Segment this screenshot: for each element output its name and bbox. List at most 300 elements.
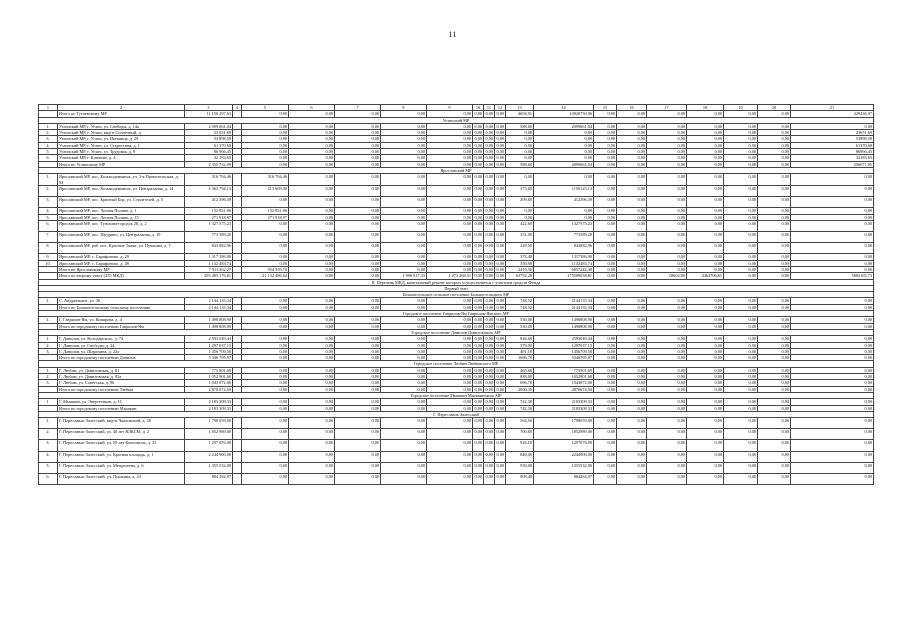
address-cell: Итого по Большесельскому сельскому поселению	[58, 304, 185, 310]
value-cell: 0,00	[791, 374, 874, 380]
value-cell: 0,00	[791, 336, 874, 342]
value-cell: 0,00	[381, 232, 427, 243]
column-number: 16	[617, 105, 647, 111]
value-cell: 0,00	[485, 136, 493, 142]
column-number: 13	[506, 105, 534, 111]
address-cell: Угличский МР, г. Углич, ул. Свободы, д. 14а	[58, 123, 185, 129]
value-cell: 0,00	[335, 451, 381, 462]
value-cell: 213 669,30	[242, 185, 289, 196]
value-cell: 0,00	[724, 254, 758, 260]
value-cell: 0,00	[242, 220, 289, 231]
value-cell: 351,00	[506, 232, 534, 243]
value-cell: 0,00	[289, 418, 335, 429]
value-cell: 0,00	[335, 380, 381, 386]
value-cell: 175589038,81	[534, 273, 594, 279]
column-number: 3	[185, 105, 233, 111]
value-cell: 0,00	[289, 149, 335, 155]
value-cell: 0,00	[617, 380, 647, 386]
value-cell: 0,00	[485, 348, 493, 354]
value-cell: 0,00	[289, 304, 335, 310]
value-cell: 0,00	[758, 130, 791, 136]
value-cell: 0,00	[484, 243, 495, 254]
value-cell: 0,00	[381, 462, 427, 473]
row-number: 8.	[39, 243, 58, 254]
value-cell: 0,00	[473, 474, 484, 485]
value-cell: 0,00	[474, 342, 482, 348]
value-cell: 0,00	[594, 232, 617, 243]
value-cell: 0,00	[758, 386, 791, 392]
value-cell: 0,00	[289, 123, 335, 129]
value-cell: 0,00	[647, 111, 687, 117]
value-cell: 0,00	[758, 142, 791, 148]
address-cell: Итого по Ярославскому МР	[58, 266, 185, 272]
row-number: 3.	[39, 440, 58, 451]
table-row	[39, 197, 874, 208]
value-cell	[233, 232, 242, 243]
value-cell: 0,00	[506, 208, 534, 214]
table-row	[39, 220, 874, 231]
value-cell: 0,00	[485, 273, 493, 279]
value-cell: 0,00	[495, 474, 506, 485]
value-cell: 0,00	[427, 161, 473, 167]
address-cell: Итого по второму этапу (255 МКД)	[58, 273, 185, 279]
value-cell: 1 996 917,33	[381, 273, 427, 279]
address-cell: Ярославский МР, пос. Лесная Поляна, д. 1	[58, 208, 185, 214]
value-cell: 0,00	[758, 399, 791, 405]
value-cell: 0,00	[335, 355, 381, 361]
value-cell: 0,00	[484, 429, 495, 440]
value-cell: 0,00	[687, 208, 724, 214]
value-cell: 11 150 297,63	[185, 111, 233, 117]
table-row	[39, 474, 874, 485]
value-cell: 0,00	[617, 273, 647, 279]
value-cell: 0,00	[496, 208, 504, 214]
value-cell: 0,00	[594, 273, 617, 279]
value-cell: 5883165,73	[791, 273, 874, 279]
value-cell	[233, 243, 242, 254]
value-cell: 0,00	[724, 374, 758, 380]
row-number: 3.	[39, 348, 58, 354]
value-cell: 379,00	[506, 342, 534, 348]
value-cell: 1498808,90	[534, 323, 594, 329]
section-heading: Ярославский МР	[39, 167, 874, 173]
value-cell: 0,00	[791, 208, 874, 214]
value-cell: 0,00	[647, 399, 687, 405]
value-cell: 0,00	[335, 304, 381, 310]
value-cell: 0,00	[496, 266, 504, 272]
value-cell: 0,00	[474, 355, 482, 361]
address-cell: Итого по городскому поселению Мышкин	[58, 405, 185, 411]
value-cell: 0,00	[474, 260, 482, 266]
value-cell: 0,00	[617, 355, 647, 361]
value-cell: 0,00	[485, 130, 493, 136]
value-cell: 0,00	[758, 220, 791, 231]
value-cell: 0,00	[724, 130, 758, 136]
value-cell: 0,00	[687, 136, 724, 142]
value-cell: 2 183 309,33	[185, 399, 233, 405]
value-cell: 0,00	[758, 348, 791, 354]
value-cell: 0,00	[496, 323, 504, 329]
value-cell: 0,00	[289, 220, 335, 231]
value-cell: 0,00	[724, 367, 758, 373]
value-cell: 0,00	[289, 440, 335, 451]
value-cell: 0,00	[335, 418, 381, 429]
column-number: 21	[791, 105, 874, 111]
value-cell: 0,00	[485, 214, 493, 220]
value-cell: 86966,45	[791, 149, 874, 155]
value-cell: 0,00	[495, 220, 506, 231]
value-cell: 0,00	[687, 185, 724, 196]
value-cell: 0,00	[791, 440, 874, 451]
value-cell: 0,00	[242, 155, 289, 161]
value-cell: 2419,30	[506, 266, 534, 272]
value-cell: 0,00	[758, 155, 791, 161]
value-cell: 2144135,34	[534, 298, 594, 304]
value-cell: 0,00	[758, 374, 791, 380]
value-cell: 0,00	[335, 348, 381, 354]
value-cell: 0,00	[289, 142, 335, 148]
value-cell: 0,00	[335, 298, 381, 304]
value-cell: 0,00	[647, 451, 687, 462]
value-cell: 0,00	[381, 142, 427, 148]
value-cell: 0,00	[289, 355, 335, 361]
value-cell: 0,00	[242, 260, 289, 266]
address-cell: Г. Любим, ул. Даниловская, д. 81	[58, 367, 185, 373]
value-cell: 0,00	[687, 130, 724, 136]
value-cell: 0,00	[791, 323, 874, 329]
value-cell: 0,00	[496, 161, 504, 167]
value-cell: 0,00	[242, 161, 289, 167]
value-cell: 0,00	[496, 130, 504, 136]
value-cell: 0,00	[687, 149, 724, 155]
value-cell: 5346795,97	[534, 355, 594, 361]
value-cell: 1 052 901,60	[185, 374, 233, 380]
row-number: 5.	[39, 149, 58, 155]
value-cell: 0,00	[617, 232, 647, 243]
value-cell: 0,00	[758, 254, 791, 260]
value-cell: 0,00	[791, 232, 874, 243]
value-cell: 0,00	[473, 243, 484, 254]
value-cell: 0,00	[791, 418, 874, 429]
value-cell: 0,00	[594, 429, 617, 440]
value-cell: 0,00	[594, 111, 617, 117]
value-cell: 0,00	[617, 374, 647, 380]
value-cell: 0,00	[381, 348, 427, 354]
value-cell: 0,00	[335, 462, 381, 473]
value-cell: 0,00	[474, 323, 482, 329]
value-cell: 0,00	[594, 185, 617, 196]
value-cell: 1043872,00	[534, 380, 594, 386]
value-cell: 2144135,34	[534, 304, 594, 310]
value-cell: 0,00	[594, 149, 617, 155]
value-cell: 1 798 059,00	[185, 418, 233, 429]
address-cell: Угличский МР, г. Клюкове, д. 4	[58, 155, 185, 161]
value-cell: 0,00	[724, 429, 758, 440]
value-cell: 256071,05	[791, 161, 874, 167]
address-cell: Г. Переславль-Залесский, ул. 40 лет ВЛКСМ, д. 2	[58, 429, 185, 440]
value-cell: 378,40	[506, 254, 534, 260]
value-cell: 32183,65	[791, 155, 874, 161]
value-cell: 0,00	[242, 130, 289, 136]
value-cell: 299,60	[506, 197, 534, 208]
value-cell: 32 183,65	[185, 155, 233, 161]
value-cell: 0,00	[496, 380, 504, 386]
value-cell: 5 346 795,97	[185, 355, 233, 361]
value-cell: 0,00	[496, 214, 504, 220]
value-cell: 0,00	[687, 348, 724, 354]
value-cell: 7 911 262,27	[185, 266, 233, 272]
value-cell: 0,00	[687, 336, 724, 342]
value-cell: 0,00	[496, 405, 504, 411]
row-number: 1.	[39, 367, 58, 373]
value-cell: 0,00	[242, 317, 289, 323]
value-cell: 0,00	[496, 304, 504, 310]
value-cell: 1 317 386,90	[185, 254, 233, 260]
value-cell: 0,00	[474, 142, 482, 148]
value-cell: 0,00	[473, 451, 484, 462]
value-cell: 0,00	[687, 462, 724, 473]
value-cell: 0,00	[473, 232, 484, 243]
row-number: 1.	[39, 174, 58, 186]
value-cell: 0,00	[724, 451, 758, 462]
value-cell: 0,00	[495, 197, 506, 208]
address-cell: Итого по Тутаевскому МР	[58, 111, 185, 117]
value-cell: 0,00	[594, 323, 617, 329]
column-number: 17	[647, 105, 687, 111]
value-cell: 0,00	[647, 149, 687, 155]
value-cell: 0,00	[496, 348, 504, 354]
value-cell: 295 485 176,81	[185, 273, 233, 279]
value-cell: 0,00	[473, 418, 484, 429]
address-cell: Итого по Угличскому МР	[58, 161, 185, 167]
value-cell: 0,00	[427, 220, 473, 231]
value-cell: 0,00	[495, 451, 506, 462]
value-cell: 0,00	[335, 208, 381, 214]
value-cell: 0,00	[485, 266, 493, 272]
value-cell: 23 651,69	[185, 130, 233, 136]
value-cell: 0,00	[473, 429, 484, 440]
value-cell: 0,00	[496, 254, 504, 260]
value-cell: 0,00	[242, 462, 289, 473]
value-cell: 0,00	[647, 254, 687, 260]
value-cell: 0,00	[724, 208, 758, 214]
value-cell: 0,00	[791, 266, 874, 272]
address-cell: Ярославский МР, пос. Козьмодемьянск, ул. Центральная, д. 14	[58, 185, 185, 196]
address-cell: Ярославский МР, пос. Козьмодемьянск, ул. 3-я Промозельская, д. 92	[58, 174, 185, 186]
value-cell: 4463706,61	[687, 273, 724, 279]
address-cell: Итого по городскому поселению Любим	[58, 386, 185, 392]
value-cell: 0,00	[381, 197, 427, 208]
value-cell: 0,00	[758, 380, 791, 386]
value-cell: 0,00	[335, 336, 381, 342]
value-cell: 0,00	[242, 405, 289, 411]
value-cell: 0,00	[687, 386, 724, 392]
value-cell: 316 794,46	[185, 174, 233, 186]
value-cell: 0,00	[687, 317, 724, 323]
value-cell: 0,00	[474, 149, 482, 155]
value-cell: 0,00	[485, 399, 493, 405]
address-cell: Ярославский МР, пос. Туношна-городок 26, д. 2	[58, 220, 185, 231]
value-cell: 0,00	[724, 260, 758, 266]
value-cell: 0,00	[473, 185, 484, 196]
value-cell: 843 882,96	[185, 243, 233, 254]
value-cell: 0,00	[617, 208, 647, 214]
column-number: 11	[484, 105, 495, 111]
column-number: 15	[594, 105, 617, 111]
value-cell: 0,00	[495, 174, 506, 186]
value-cell: 0,00	[687, 451, 724, 462]
value-cell: 0,00	[758, 323, 791, 329]
address-cell: С. Андреевское, ул. 36	[58, 298, 185, 304]
value-cell: 0,00	[687, 123, 724, 129]
row-number: 2.	[39, 342, 58, 348]
table-row	[39, 451, 874, 462]
value-cell: 0,00	[289, 348, 335, 354]
value-cell: 375,60	[506, 185, 534, 196]
page-number: 11	[448, 30, 457, 39]
value-cell: 0,00	[791, 298, 874, 304]
value-cell: 0,00	[758, 161, 791, 167]
value-cell: 0,00	[335, 317, 381, 323]
value-cell: 0,00	[381, 266, 427, 272]
value-cell: 0,00	[427, 142, 473, 148]
value-cell: 0,00	[647, 232, 687, 243]
value-cell: 0,00	[594, 405, 617, 411]
value-cell: 0,00	[617, 185, 647, 196]
table-row	[39, 418, 874, 429]
value-cell: 0,00	[485, 386, 493, 392]
value-cell: 0,00	[617, 123, 647, 129]
value-cell: 0,00	[242, 197, 289, 208]
value-cell	[233, 462, 242, 473]
value-cell: 0,00	[647, 142, 687, 148]
value-cell: 0,00	[791, 174, 874, 186]
value-cell: 0,00	[791, 367, 874, 373]
value-cell: 0,00	[594, 399, 617, 405]
value-cell: 0,00	[381, 208, 427, 214]
value-cell: 1456709,58	[534, 348, 594, 354]
value-cell: 0,00	[427, 185, 473, 196]
value-cell: 0,00	[758, 149, 791, 155]
value-cell: 0,00	[381, 323, 427, 329]
value-cell: 0,00	[381, 367, 427, 373]
value-cell: 0,00	[474, 317, 482, 323]
value-cell: 2870674,50	[534, 386, 594, 392]
value-cell: 1 297 037,15	[185, 342, 233, 348]
value-cell: 0,00	[335, 323, 381, 329]
value-cell: 0,00	[427, 232, 473, 243]
value-cell: 0,00	[687, 367, 724, 373]
value-cell: 0,00	[381, 317, 427, 323]
value-cell: 0,00	[484, 474, 495, 485]
value-cell	[233, 220, 242, 231]
value-cell: 0,00	[506, 149, 534, 155]
value-cell: 0,00	[791, 254, 874, 260]
value-cell: 0,00	[724, 136, 758, 142]
value-cell: 742,30	[506, 405, 534, 411]
value-cell: 700,60	[506, 429, 534, 440]
section-heading: Первый этап	[39, 285, 874, 291]
value-cell: 0,00	[617, 474, 647, 485]
value-cell: 0,00	[617, 161, 647, 167]
value-cell: 0,00	[687, 304, 724, 310]
row-number: 3.	[39, 197, 58, 208]
value-cell: 0,00	[647, 386, 687, 392]
address-cell: Итого по городскому поселению Гаврилов-Ям	[58, 323, 185, 329]
value-cell: 0,00	[647, 298, 687, 304]
value-cell: 0,00	[485, 142, 493, 148]
value-cell: 0,00	[427, 323, 473, 329]
value-cell: 0,00	[289, 429, 335, 440]
value-cell: 0,00	[647, 374, 687, 380]
value-cell: 0,00	[617, 336, 647, 342]
value-cell: 1 271 268,51	[427, 273, 473, 279]
value-cell: 0,00	[594, 266, 617, 272]
value-cell: 0,00	[485, 208, 493, 214]
row-number: 1.	[39, 336, 58, 342]
value-cell: 0,00	[594, 367, 617, 373]
value-cell: 0,00	[687, 254, 724, 260]
value-cell: 0,00	[506, 214, 534, 220]
value-cell: 2099661,04	[534, 123, 594, 129]
value-cell: 2 183 309,33	[185, 405, 233, 411]
value-cell: 0,00	[474, 266, 482, 272]
value-cell: 0,00	[381, 161, 427, 167]
value-cell: 63792,20	[506, 273, 534, 279]
value-cell: 0,00	[381, 399, 427, 405]
value-cell: 0,00	[381, 260, 427, 266]
value-cell: 0,00	[617, 155, 647, 161]
value-cell: 0,00	[485, 123, 493, 129]
value-cell: 0,00	[647, 123, 687, 129]
value-cell: 0,00	[485, 355, 493, 361]
address-cell: Г. Гаврилов-Ям, ул. Комарова, д. 4	[58, 317, 185, 323]
value-cell: 422,60	[506, 220, 534, 231]
value-cell: 0,00	[758, 123, 791, 129]
value-cell: 412 396,39	[185, 197, 233, 208]
value-cell	[233, 451, 242, 462]
value-cell: 0,00	[724, 462, 758, 473]
row-number: 4.	[39, 142, 58, 148]
value-cell: 0,00	[687, 260, 724, 266]
value-cell: 0,00	[335, 440, 381, 451]
value-cell: 0,00	[381, 214, 427, 220]
value-cell: 0,00	[289, 161, 335, 167]
value-cell: 0,00	[242, 418, 289, 429]
address-cell: Ярославский МР, раб. пос. Красные Ткачи, ул. Пушкина, д. 7	[58, 243, 185, 254]
address-cell: Ярославский МР, с. Сарафоново, д. 49	[58, 260, 185, 266]
value-cell: 0,00	[335, 474, 381, 485]
value-cell: 350,90	[506, 260, 534, 266]
value-cell: 884284,97	[534, 474, 594, 485]
value-cell: 0,00	[617, 386, 647, 392]
value-cell: 0,00	[335, 429, 381, 440]
value-cell: 0,00	[647, 214, 687, 220]
value-cell: 2244900,00	[534, 451, 594, 462]
value-cell: 0,00	[335, 197, 381, 208]
value-cell: 0,00	[724, 185, 758, 196]
value-cell: 0,00	[534, 136, 594, 142]
value-cell: 2 244 900,00	[185, 451, 233, 462]
section-heading: II. Перечень МКД, капитальный ремонт которых осуществляется с участием средств Фонда	[39, 279, 874, 285]
value-cell: 0,00	[687, 220, 724, 231]
column-number: 5	[242, 105, 289, 111]
value-cell: 0,00	[687, 355, 724, 361]
value-cell: 0,00	[647, 462, 687, 473]
value-cell: 0,00	[427, 342, 473, 348]
value-cell: 1355532,00	[534, 462, 594, 473]
value-cell: 0,00	[381, 386, 427, 392]
